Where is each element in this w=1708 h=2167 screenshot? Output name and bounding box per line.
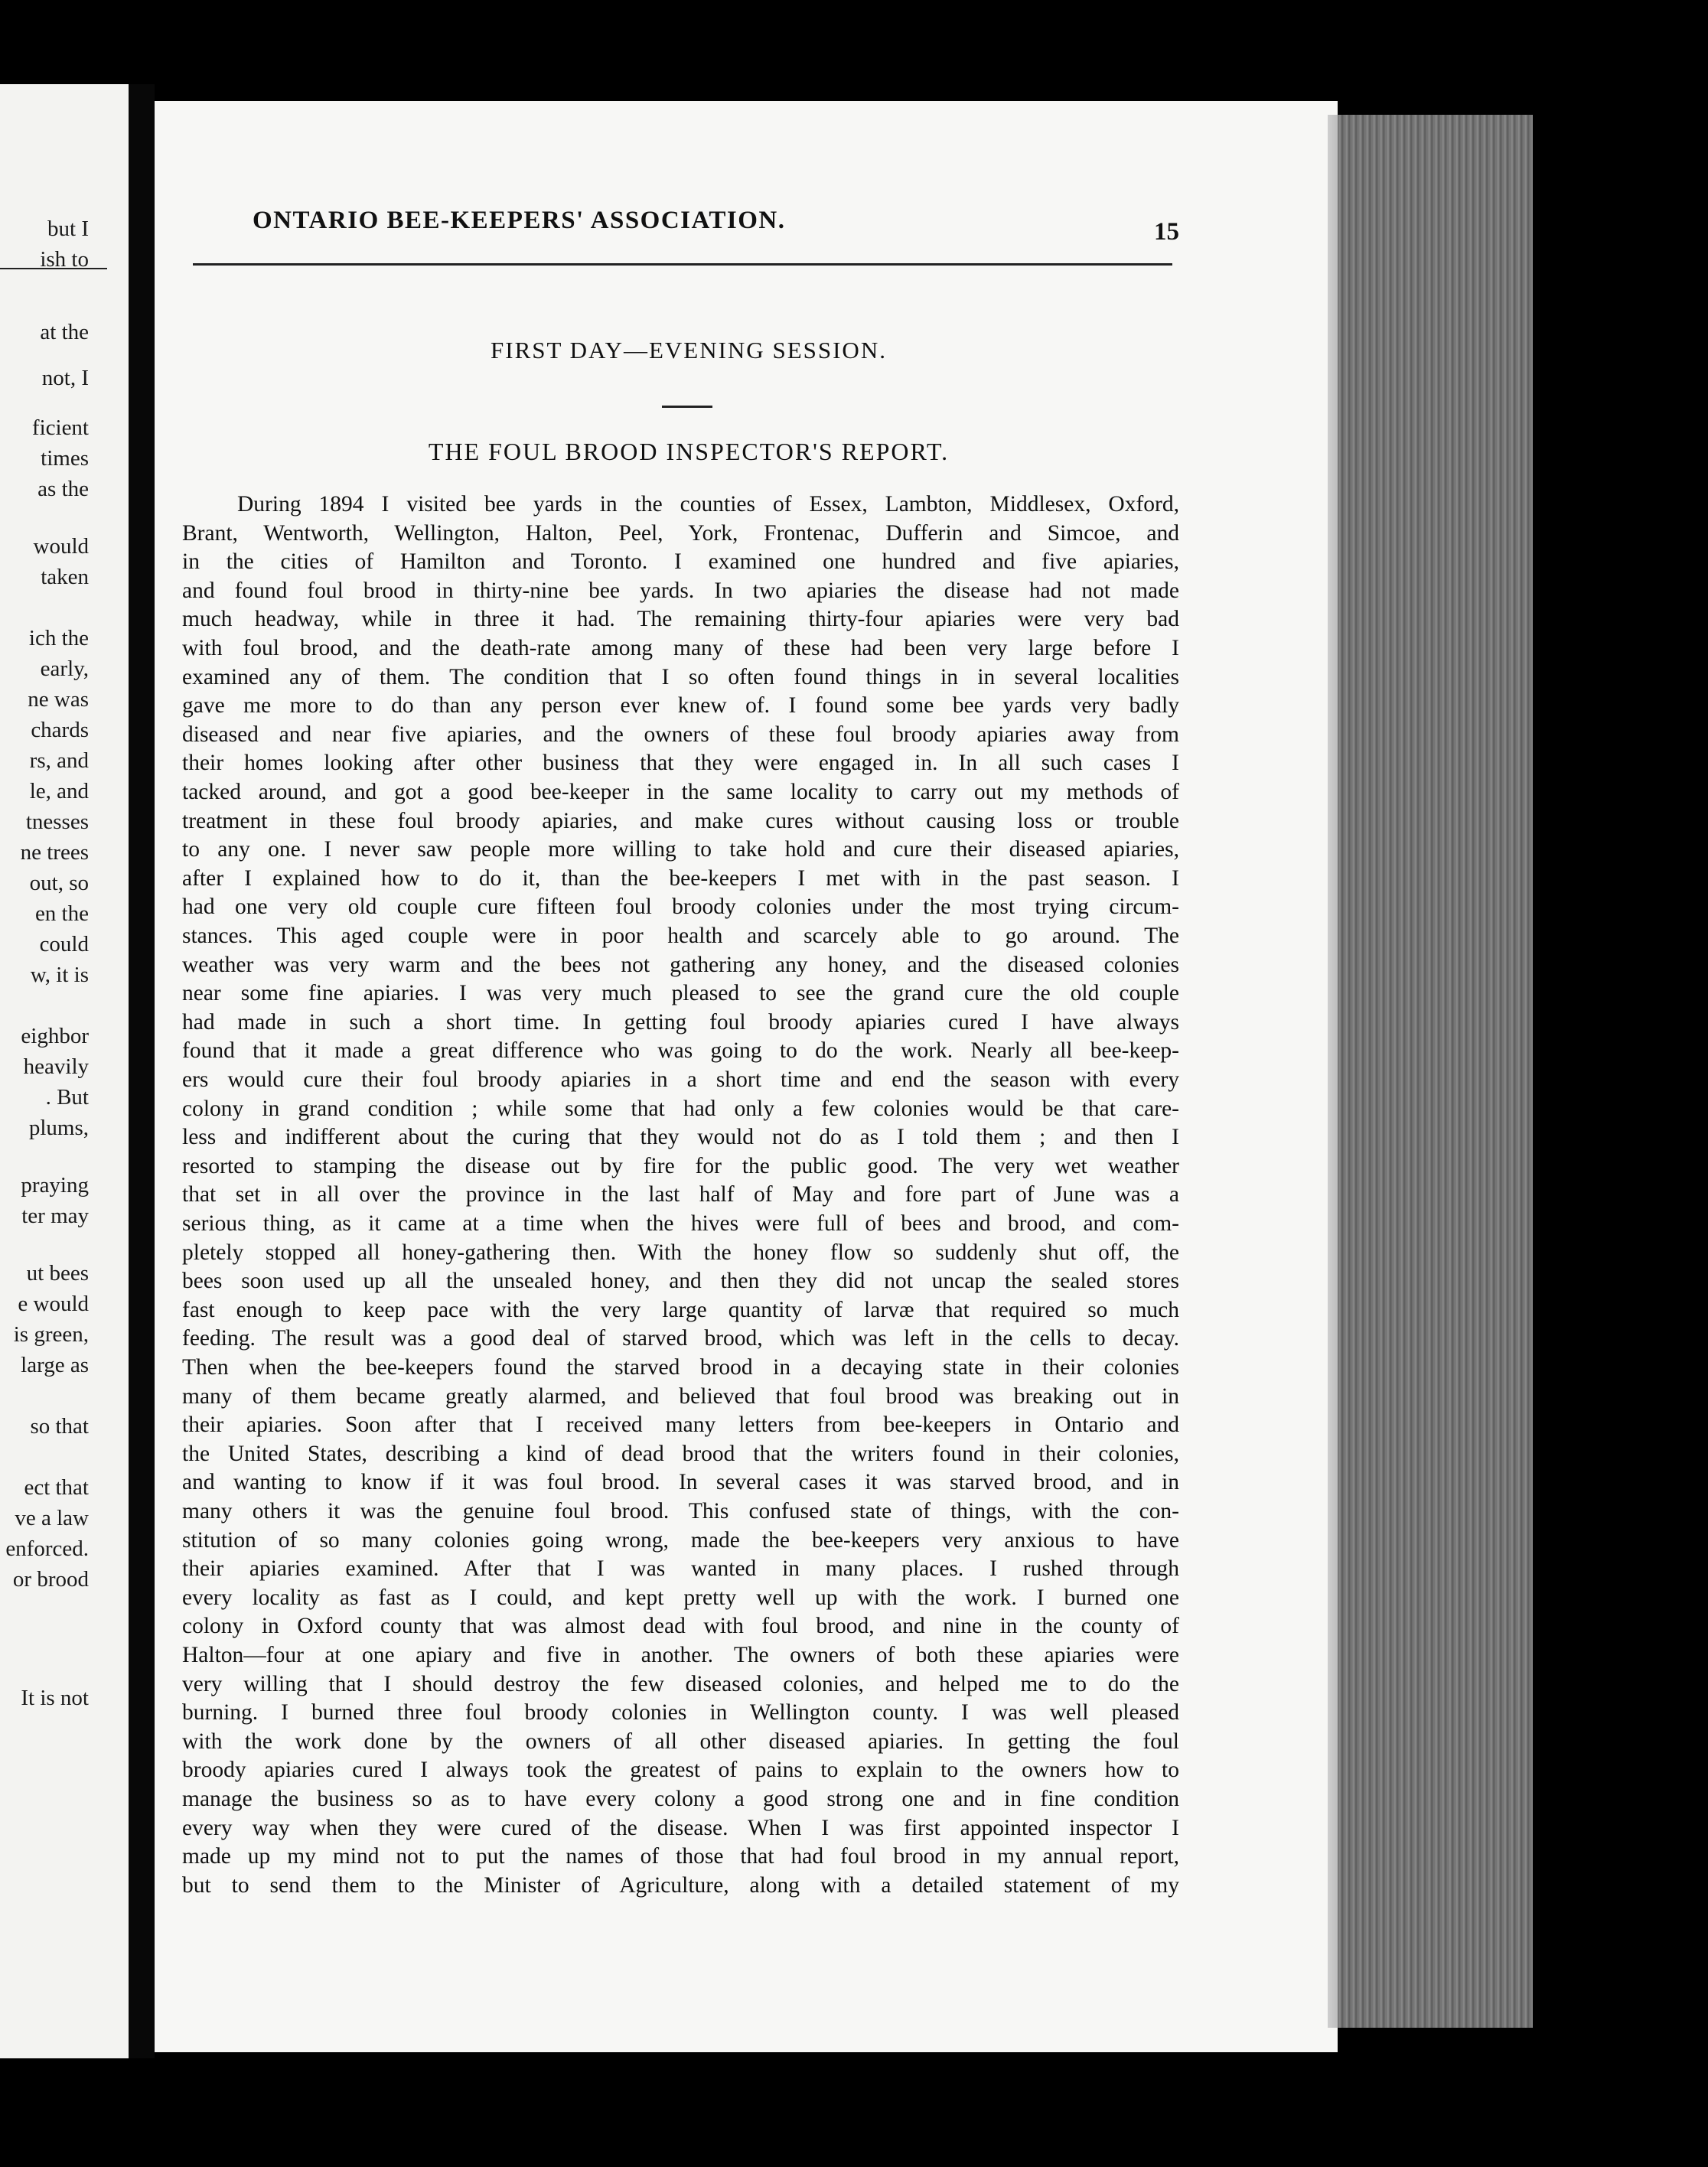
body-line: manage the business so as to have every colony a good strong one and in fine condition — [182, 1787, 1179, 1811]
facing-page-fragment: times — [41, 446, 89, 471]
body-line: pletely stopped all honey-gathering then. With the honey flow so suddenly shut off, the — [182, 1240, 1179, 1265]
facing-page-fragment: It is not — [21, 1686, 89, 1710]
body-line: to any one. I never saw people more willing to take hold and cure their diseased apiaries, — [182, 837, 1179, 862]
body-line: with the work done by the owners of all other diseased apiaries. In getting the foul — [182, 1729, 1179, 1754]
body-line: tacked around, and got a good bee-keeper in the same locality to carry out my methods of — [182, 780, 1179, 804]
body-line: their apiaries. Soon after that I received many letters from bee-keepers in Ontario and — [182, 1413, 1179, 1437]
body-line: and found foul brood in thirty-nine bee yards. In two apiaries the disease had not made — [182, 578, 1179, 603]
body-line: serious thing, as it came at a time when the hives were full of bees and brood, and com- — [182, 1211, 1179, 1236]
body-line: Brant, Wentworth, Wellington, Halton, Peel, York, Frontenac, Dufferin and Simcoe, and — [182, 521, 1179, 546]
facing-page-fragment: ect that — [24, 1475, 89, 1500]
facing-page-fragment: ficient — [31, 415, 89, 440]
facing-page-fragment: ut bees — [26, 1261, 89, 1286]
body-line: with foul brood, and the death-rate among many of these had been very large before I — [182, 636, 1179, 660]
facing-page-fragment: le, and — [29, 779, 89, 803]
facing-page-fragment: so that — [30, 1414, 89, 1439]
facing-page-fragment: ne trees — [20, 840, 89, 865]
body-line: the United States, describing a kind of dead brood that the writers found in their colonies, — [182, 1442, 1179, 1466]
facing-page-fragment: or brood — [12, 1567, 89, 1592]
facing-page-fragment: tnesses — [25, 810, 89, 834]
body-line: many others it was the genuine foul brood. This confused state of things, with the con- — [182, 1499, 1179, 1523]
body-line: every locality as fast as I could, and kept pretty well up with the work. I burned one — [182, 1585, 1179, 1610]
body-line: after I explained how to do it, than the bee-keepers I met with in the past season. I — [182, 866, 1179, 891]
facing-page-fragment: large as — [21, 1353, 89, 1377]
facing-page-fragment: could — [39, 932, 89, 956]
section-rule — [662, 406, 712, 408]
body-line: very willing that I should destroy the few diseased colonies, and helped me to do the — [182, 1672, 1179, 1696]
body-line: had one very old couple cure fifteen foul broody colonies under the most trying circum- — [182, 894, 1179, 919]
body-line: gave me more to do than any person ever knew of. I found some bee yards very badly — [182, 693, 1179, 718]
facing-page-fragment: ter may — [21, 1204, 89, 1228]
facing-page-fragment: eighbor — [21, 1024, 89, 1048]
facing-page-fragment: ve a law — [15, 1506, 89, 1530]
body-line: treatment in these foul broody apiaries, and make cures without causing loss or trouble — [182, 809, 1179, 833]
facing-page-fragment: would — [33, 534, 89, 559]
facing-page-fragment: w, it is — [30, 963, 89, 987]
book-gutter — [129, 84, 155, 2058]
body-line: every way when they were cured of the disease. When I was first appointed inspector I — [182, 1816, 1179, 1840]
facing-page-fragment: rs, and — [29, 748, 89, 773]
body-line: Then when the bee-keepers found the starved brood in a decaying state in their colonies — [182, 1355, 1179, 1380]
facing-page-fragment: heavily — [23, 1054, 89, 1079]
facing-page-fragment: chards — [31, 718, 89, 742]
body-line: that set in all over the province in the last half of May and fore part of June was a — [182, 1182, 1179, 1207]
body-line: their homes looking after other business that they were engaged in. In all such cases I — [182, 751, 1179, 775]
facing-page-fragment: en the — [34, 901, 89, 926]
facing-page-fragment: ne was — [28, 687, 89, 712]
body-line: had made in such a short time. In getting foul broody apiaries cured I have always — [182, 1010, 1179, 1035]
page-edge-stack — [1338, 115, 1533, 2028]
facing-page-fragment: at the — [40, 320, 89, 344]
facing-page-fragment: plums, — [28, 1116, 89, 1140]
body-line: and wanting to know if it was foul brood. In several cases it was starved brood, and in — [182, 1470, 1179, 1494]
body-line: burning. I burned three foul broody colonies in Wellington county. I was well pleased — [182, 1700, 1179, 1725]
facing-page-fragment: . But — [45, 1085, 89, 1110]
session-title: FIRST DAY—EVENING SESSION. — [491, 337, 887, 363]
body-line: made up my mind not to put the names of those that had foul brood in my annual report, — [182, 1844, 1179, 1869]
facing-page — [0, 84, 129, 2058]
facing-page-fragment: not, I — [41, 366, 89, 390]
body-line: many of them became greatly alarmed, and believed that foul brood was breaking out in — [182, 1384, 1179, 1409]
body-line: During 1894 I visited bee yards in the counties of Essex, Lambton, Middlesex, Oxford, — [237, 492, 1179, 516]
body-line: bees soon used up all the unsealed honey, and then they did not uncap the sealed stores — [182, 1269, 1179, 1293]
body-line: stitution of so many colonies going wrong, made the bee-keepers very anxious to have — [182, 1528, 1179, 1553]
facing-page-fragment: is green, — [13, 1322, 89, 1347]
body-line: but to send them to the Minister of Agriculture, along with a detailed statement of my — [182, 1873, 1179, 1898]
page-number: 15 — [1154, 218, 1179, 246]
facing-page-fragment: e would — [18, 1292, 89, 1316]
body-line: colony in grand condition ; while some that had only a few colonies would be that care- — [182, 1097, 1179, 1121]
facing-page-fragment: as the — [37, 477, 89, 501]
body-line: in the cities of Hamilton and Toronto. I examined one hundred and five apiaries, — [182, 549, 1179, 574]
body-line: examined any of them. The condition that I so often found things in in several localities — [182, 665, 1179, 689]
body-line: near some fine apiaries. I was very much pleased to see the grand cure the old couple — [182, 981, 1179, 1005]
body-line: weather was very warm and the bees not gathering any honey, and the diseased colonies — [182, 953, 1179, 977]
body-line: diseased and near five apiaries, and the owners of these foul broody apiaries away from — [182, 722, 1179, 747]
facing-page-fragment: out, so — [29, 871, 89, 895]
body-line: ers would cure their foul broody apiaries in a short time and end the season with every — [182, 1067, 1179, 1092]
facing-page-fragment: praying — [21, 1173, 89, 1198]
body-line: found that it made a great difference who was going to do the work. Nearly all bee-keep- — [182, 1038, 1179, 1063]
body-line: colony in Oxford county that was almost dead with foul brood, and nine in the county of — [182, 1614, 1179, 1638]
body-line: fast enough to keep pace with the very large quantity of larvæ that required so much — [182, 1298, 1179, 1322]
facing-page-fragment: ich the — [28, 626, 89, 650]
running-head: ONTARIO BEE-KEEPERS' ASSOCIATION. — [253, 207, 786, 234]
body-line: feeding. The result was a good deal of starved brood, which was left in the cells to decay. — [182, 1326, 1179, 1351]
facing-page-fragment: but I — [47, 217, 89, 241]
body-line: broody apiaries cured I always took the greatest of pains to explain to the owners how to — [182, 1758, 1179, 1782]
body-line: much headway, while in three it had. The remaining thirty-four apiaries were very bad — [182, 607, 1179, 631]
body-line: stances. This aged couple were in poor health and scarcely able to go around. The — [182, 924, 1179, 948]
facing-page-fragment: enforced. — [5, 1536, 89, 1561]
facing-page-fragment: taken — [41, 565, 89, 589]
header-rule — [193, 263, 1172, 266]
body-line: less and indifferent about the curing that they would not do as I told them ; and then I — [182, 1125, 1179, 1149]
body-line: their apiaries examined. After that I was wanted in many places. I rushed through — [182, 1556, 1179, 1581]
body-line: resorted to stamping the disease out by fire for the public good. The very wet weather — [182, 1154, 1179, 1178]
body-line: Halton—four at one apiary and five in another. The owners of both these apiaries were — [182, 1643, 1179, 1667]
facing-page-fragment: ish to — [40, 247, 89, 272]
facing-page-fragment: early, — [40, 657, 89, 681]
report-title: THE FOUL BROOD INSPECTOR'S REPORT. — [428, 438, 950, 465]
